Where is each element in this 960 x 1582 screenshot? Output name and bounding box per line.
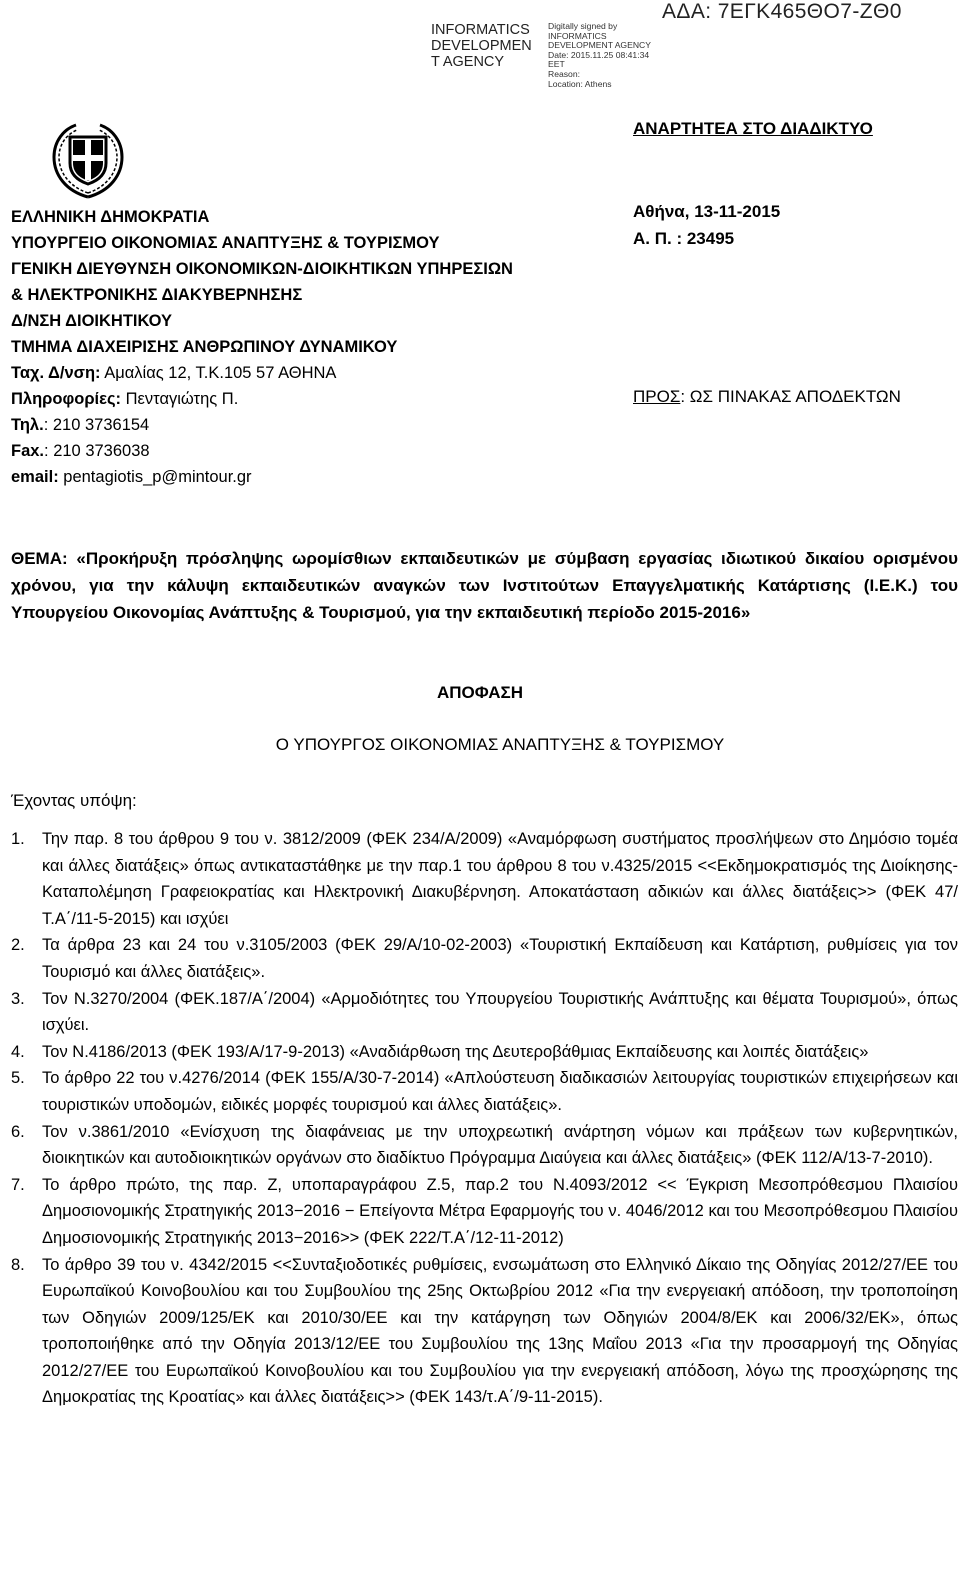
subject-label: ΘΕΜΑ: — [11, 549, 68, 568]
protocol-number: Α. Π. : 23495 — [633, 229, 735, 248]
list-item: 4. Τον Ν.4186/2013 (ΦΕΚ 193/Α/17-9-2013) «Αναδιάρθωση της Δευτεροβάθμιας Εκπαίδευσης και λοιπές διατάξεις» — [11, 1042, 869, 1061]
sender-block — [11, 204, 513, 490]
list-item: 7. Το άρθρο πρώτο, της παρ. Ζ, υποπαραγράφου Ζ.5, παρ.2 του Ν.4093/2012 << Έγκριση Μεσοπρόθεσμου Πλαισίου Δημοσιονομικής Στρατηγικής 2013−2016 − Επείγοντα Μέτρα Εφαρμογής του ν. 4046/2012 και του Μεσοπρόθεσμου Πλαισίου Δημοσιονομικής Στρατηγικής 2013−2016>> (ΦΕΚ 222/Τ.Α΄/12-11-2012) — [11, 1175, 958, 1247]
sender-line: & ΗΛΕΚΤΡΟΝΙΚΗΣ ΔΙΑΚΥΒΕΡΝΗΣΗΣ — [11, 286, 303, 304]
recipient-value: : ΩΣ ΠΙΝΑΚΑΣ ΑΠΟΔΕΚΤΩΝ — [680, 387, 901, 406]
subject-text: «Προκήρυξη πρόσληψης ωρομίσθιων εκπαιδευτικών με σύμβαση εργασίας ιδιωτικού δικαίου ορισμένου χρόνου, για την κάλυψη εκπαιδευτικών αναγκών των Ινστιτούτων Επαγγελματικής Κατάρτισης (Ι.Ε.Κ.) του Υπουργείου Οικονομίας Ανάπτυξης & Τουρισμού, για την εκπαιδευτική περίοδο 2015-2016» — [11, 549, 958, 622]
sender-line: Δ/ΝΣΗ ΔΙΟΙΚΗΤΙΚΟΥ — [11, 312, 173, 330]
subject-paragraph — [11, 545, 958, 626]
list-item: 6. Τον ν.3861/2010 «Ενίσχυση της διαφάνειας με την υποχρεωτική ανάρτηση νόμων και πράξεων των κυβερνητικών, διοικητικών και αυτοδιοικητικών οργάνων στο διαδίκτυο Πρόγραμμα Διαύγεια και άλλες διατάξεις» (ΦΕΚ 112/Α/13-7-2010). — [11, 1122, 958, 1168]
recipient-label: ΠΡΟΣ — [633, 387, 681, 406]
sender-email: email: pentagiotis_p@mintour.gr — [11, 468, 252, 486]
sender-line: ΥΠΟΥΡΓΕΙΟ ΟΙΚΟΝΟΜΙΑΣ ΑΝΑΠΤΥΞΗΣ & ΤΟΥΡΙΣΜΟΥ — [11, 234, 440, 252]
sender-line: ΓΕΝΙΚΗ ΔΙΕΥΘΥΝΣΗ ΟΙΚΟΝΟΜΙΚΩΝ-ΔΙΟΙΚΗΤΙΚΩΝ ΥΠΗΡΕΣΙΩΝ — [11, 260, 513, 278]
recipient-line — [633, 387, 901, 407]
greek-emblem-icon — [46, 117, 130, 201]
list-item: 3. Τον Ν.3270/2004 (ΦΕΚ.187/Α΄/2004) «Αρμοδιότητες του Υπουργείου Τουριστικής Ανάπτυξης και θέματα Τουρισμού», όπως ισχύει. — [11, 989, 958, 1035]
given-heading: Έχοντας υπόψη: — [11, 791, 137, 810]
signature-location: Location: Athens — [548, 78, 612, 89]
decision-title: ΑΠΟΦΑΣΗ — [436, 683, 524, 702]
sender-info: Πληροφορίες: Πενταγιώτης Π. — [11, 390, 239, 408]
signature-details — [548, 22, 668, 89]
signature-date: Date: 2015.11.25 08:41:34 EET — [548, 49, 650, 70]
minister-title: Ο ΥΠΟΥΡΓΟΣ ΟΙΚΟΝΟΜΙΑΣ ΑΝΑΠΤΥΞΗΣ & ΤΟΥΡΙΣΜΟΥ — [275, 735, 725, 754]
sender-line: ΤΜΗΜΑ ΔΙΑΧΕΙΡΙΣΗΣ ΑΝΘΡΩΠΙΝΟΥ ΔΥΝΑΜΙΚΟΥ — [11, 338, 398, 356]
ada-code: ΑΔΑ: 7ΕΓΚ465ΘΟ7-ΖΘ0 — [662, 0, 902, 23]
list-item: 5. Το άρθρο 22 του ν.4276/2014 (ΦΕΚ 155/Α/30-7-2014) «Απλούστευση διαδικασιών λειτουργίας τουριστικών επιχειρήσεων και τουριστικών υποδομών, ειδικές μορφές τουρισμού και άλλες διατάξεις». — [11, 1069, 958, 1114]
list-item: 1. Την παρ. 8 του άρθρου 9 του ν. 3812/2009 (ΦΕΚ 234/Α/2009) «Αναμόρφωση συστήματος προσλήψεων στο Δημόσιο τομέα και άλλες διατάξεις» όπως αντικαταστάθηκε με την παρ.1 του άρθρου 8 του ν.4325/2015 <<Εκδημοκρατισμός της Διοίκησης-Καταπολέμηση Γραφειοκρατίας και Ηλεκτρονική Διακυβέρνηση. Αποκατάσταση αδικιών και άλλες διατάξεις>> (ΦΕΚ 47/Τ.Α΄/11-5-2015) και ισχύει — [11, 830, 958, 928]
sender-address: Ταχ. Δ/νση: Αμαλίας 12, Τ.Κ.105 57 ΑΘΗΝΑ — [11, 364, 337, 382]
post-online-notice: ΑΝΑΡΤΗΤΕΑ ΣΤΟ ΔΙΑΔΙΚΤΥΟ — [633, 119, 873, 138]
sender-phone: Τηλ.: 210 3736154 — [11, 416, 150, 434]
considerations-list — [11, 826, 958, 1411]
signature-reason: Reason: — [548, 68, 581, 79]
list-item: 2. Τα άρθρα 23 και 24 του ν.3105/2003 (ΦΕΚ 29/Α/10-02-2003) «Τουριστική Εκπαίδευση και Κατάρτιση, ρυθμίσεις για τον Τουρισμό και άλλες διατάξεις». — [11, 936, 958, 981]
sender-line: ΕΛΛΗΝΙΚΗ ΔΗΜΟΚΡΑΤΙΑ — [11, 208, 210, 226]
sender-fax: Fax.: 210 3736038 — [11, 442, 150, 460]
date-line: Αθήνα, 13-11-2015 — [633, 202, 781, 221]
list-item: 8. Το άρθρο 39 του ν. 4342/2015 <<Συνταξιοδοτικές ρυθμίσεις, ενσωμάτωση στο Ελληνικό Δίκαιο της Οδηγίας 2012/27/ΕΕ του Ευρωπαϊκού Κοινοβουλίου και του Συμβουλίου της 25ης Οκτωβρίου 2012 «Για την ενεργειακή απόδοση, την τροποποίηση των Οδηγιών 2009/125/ΕΚ και 2010/30/ΕΕ και την κατάργηση των Οδηγιών 2004/8/ΕΚ και 2006/32/ΕΚ», όπως τροποποιήθηκε από την Οδηγία 2013/12/ΕΕ του Συμβουλίου της 13ης Μαΐου 2013 «Για την προσαρμογή της Οδηγίας 2012/27/ΕΕ του Ευρωπαϊκού Κοινοβουλίου και του Συμβουλίου για την ενεργειακή απόδοση, λόγω της προσχώρησης της Δημοκρατίας της Κροατίας» και άλλες διατάξεις>> (ΦΕΚ 143/τ.Α΄/9-11-2015). — [11, 1255, 958, 1407]
signature-signed-by: Digitally signed by INFORMATICS DEVELOPMENT AGENCY — [548, 21, 651, 51]
date-block — [633, 198, 780, 252]
signature-agency: INFORMATICS DEVELOPMEN T AGENCY — [431, 22, 532, 70]
